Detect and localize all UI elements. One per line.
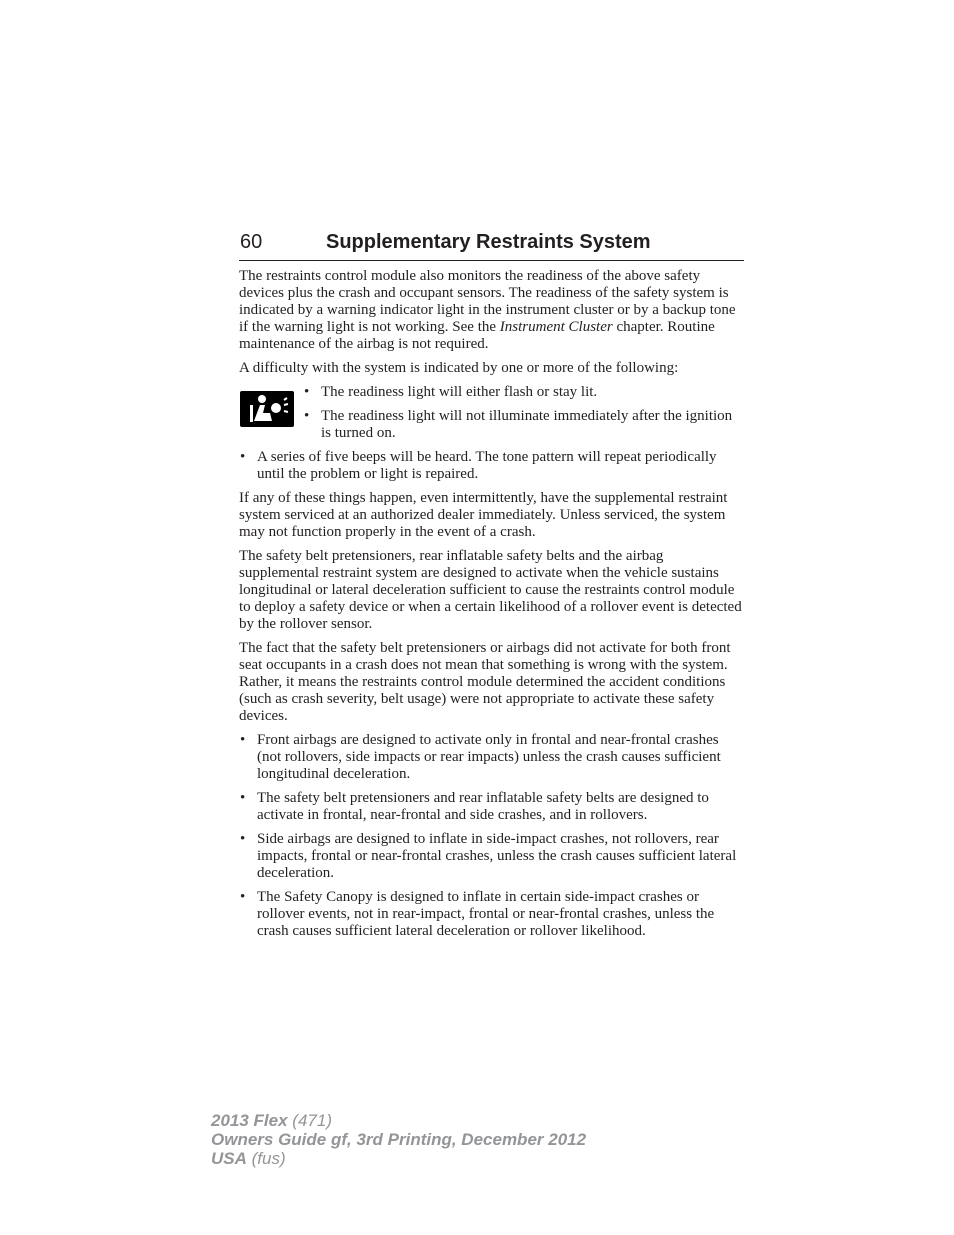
footer-market-line: USA (fus) [211,1149,286,1168]
footer-model-line: 2013 Flex (471) [211,1111,332,1130]
list-item: • Front airbags are designed to activate only in frontal and near-frontal crashes (not rollovers, side impacts or rear impacts) unless the crash causes sufficient longitudinal deceleration. [239,732,745,783]
footer-guide-line: Owners Guide gf, 3rd Printing, December 2012 [211,1130,587,1149]
page-title: Supplementary Restraints System [326,231,651,253]
list-item: • The safety belt pretensioners and rear inflatable safety belts are designed to activate in frontal, near-frontal and side crashes, and in rollovers. [239,790,745,824]
chapter-reference: Instrument Cluster [499,319,613,335]
list-item: • The Safety Canopy is designed to inflate in certain side-impact crashes or rollover events, not in rear-impact, frontal or near-frontal crashes, unless the crash causes sufficient lateral deceleration or rollover likelihood. [239,889,745,940]
body-paragraph: The safety belt pretensioners, rear inflatable safety belts and the airbag supplemental restraint system are designed to activate when the vehicle sustains longitudinal or lateral deceleration sufficient to cause the restraints control module to deploy a safety device or when a certain likelihood of a rollover event is detected by the rollover sensor. [239,548,742,632]
list-item: • The readiness light will not illuminate immediately after the ignition is turned on. [303,408,745,442]
body-paragraph: The fact that the safety belt pretensioners or airbags did not activate for both front seat occupants in a crash does not mean that something is wrong with the system. Rather, it means the restraints control module determined the accident conditions (such as crash severity, belt usage) were not appropriate to activate these safety devices. [239,640,731,724]
body-paragraph: If any of these things happen, even intermittently, have the supplemental restraint system serviced at an authorized dealer immediately. Unless serviced, the system may not function properly in the event of a crash. [239,490,728,540]
page-header [239,228,744,261]
page-number: 60 [240,231,263,253]
list-item: • The readiness light will either flash or stay lit. [303,384,745,401]
difficulty-intro: A difficulty with the system is indicated by one or more of the following: [239,360,679,376]
page-footer [211,1111,586,1168]
intro-paragraph: The restraints control module also monitors the readiness of the above safety devices plus the crash and occupant sensors. The readiness of the safety system is indicated by a warning indicator light in the instrument cluster or by a backup tone if the warning light is not working. See the Instrument Cluster chapter. Routine maintenance of the airbag is not required. [239,268,736,352]
list-item: • Side airbags are designed to inflate in side-impact crashes, not rollovers, rear impacts, frontal or near-frontal crashes, unless the crash causes sufficient lateral deceleration. [239,831,745,882]
indicator-block [239,384,745,442]
airbag-warning-icon [240,391,294,427]
page-content [239,268,745,947]
list-item: • A series of five beeps will be heard. The tone pattern will repeat periodically until the problem or light is repaired. [239,449,745,483]
